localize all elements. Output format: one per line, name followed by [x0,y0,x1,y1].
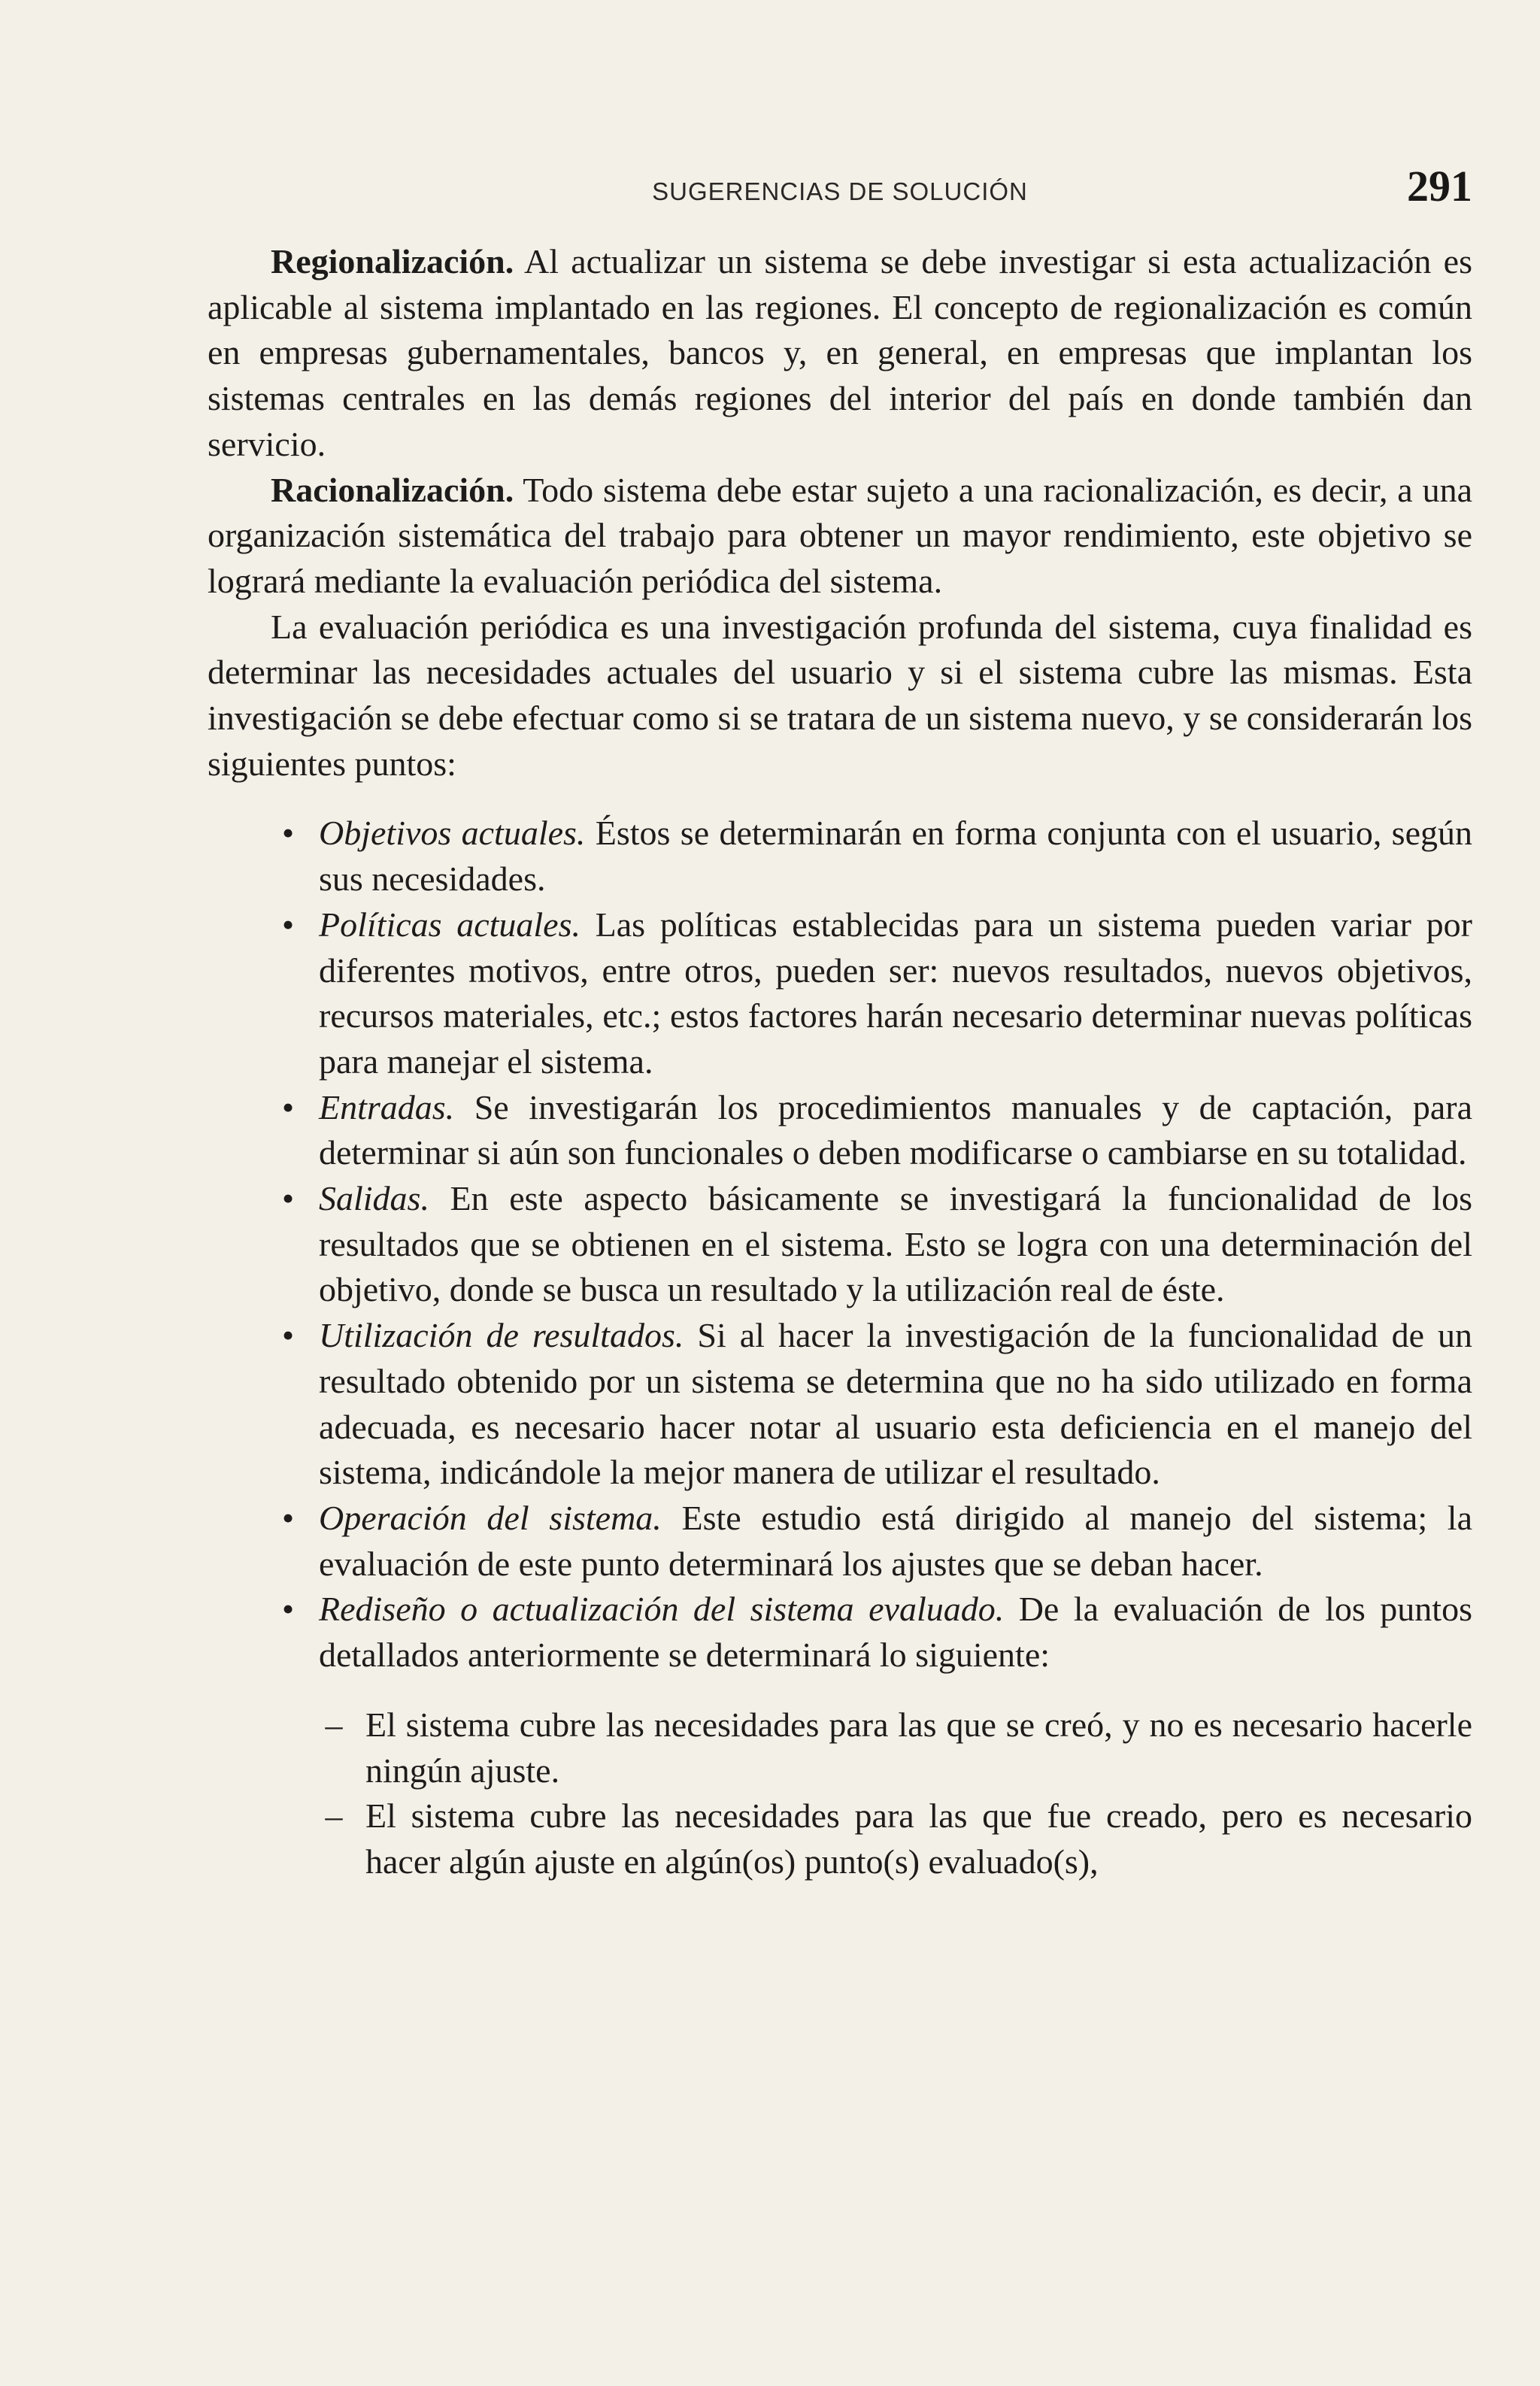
redesign-outcomes-list [319,1702,1472,1885]
bullet-icon: • [281,1179,295,1218]
item-text: Éstos se determinarán en forma conjunta con el usuario, según sus necesidades. [319,814,1473,899]
paragraph-lead: Regionalización. [271,242,514,280]
bullet-icon: • [281,905,295,944]
item-text: En este aspecto básicamente se investigará la funcionalidad de los resultados que se obtienen en el sistema. Esto se logra con una determinación del objetivo, donde se busca un resultado y la utilización real de éste. [319,1179,1472,1309]
sub-item-text: El sistema cubre las necesidades para las que fue creado, pero es necesario hacer algún ajuste en algún(os) punto(s) evaluado(s), [365,1796,1472,1881]
item-term: Utilización de resultados. [319,1316,684,1355]
list-item [208,1587,1472,1884]
item-text: Si al hacer la investigación de la funcionalidad de un resultado obtenido por un sistema se determina que no ha sido utilizado en forma adecuada, es necesario hacer notar al usuario esta deficiencia en el manejo del sistema, indicándole la mejor manera de utilizar el resultado. [319,1316,1472,1492]
paragraph-racionalizacion [208,468,1472,605]
paragraph-regionalizacion [208,239,1472,468]
sub-list-item [319,1702,1472,1793]
item-term: Rediseño o actualización del sistema evaluado. [319,1590,1005,1629]
page-number: 291 [1407,162,1472,211]
running-title: SUGERENCIAS DE SOLUCIÓN [652,177,1028,205]
book-page [208,161,1472,1885]
bullet-icon: • [281,1498,295,1537]
bullet-icon: • [281,814,295,853]
dash-icon: – [325,1705,343,1744]
item-term: Operación del sistema. [319,1498,662,1537]
dash-icon: – [325,1796,343,1836]
sub-list-item [319,1793,1472,1884]
bullet-icon: • [281,1590,295,1629]
list-item [208,902,1472,1085]
item-text: De la evaluación de los puntos detallados anteriormente se determinará lo siguiente: [319,1590,1472,1675]
list-item [208,1085,1472,1176]
evaluation-points-list [208,811,1472,1884]
paragraph-evaluacion [208,605,1472,787]
item-term: Entradas. [319,1087,455,1126]
running-header [208,161,1472,214]
sub-item-text: El sistema cubre las necesidades para las que se creó, y no es necesario hacerle ningún ajuste. [365,1705,1472,1790]
bullet-icon: • [281,1316,295,1355]
item-text: Las políticas establecidas para un sistema pueden variar por diferentes motivos, entre otros, pueden ser: nuevos resultados, nuevos objetivos, recursos materiales, etc.; estos factores harán necesario determinar nuevas políticas para manejar el sistema. [319,905,1472,1081]
item-term: Salidas. [319,1179,429,1218]
paragraph-text: Todo sistema debe estar sujeto a una racionalización, es decir, a una organización sistemática del trabajo para obtener un mayor rendimiento, este objetivo se logrará mediante la evaluación periódica del sistema. [208,470,1472,600]
item-term: Políticas actuales. [319,905,581,944]
item-term: Objetivos actuales. [319,814,586,853]
paragraph-text: La evaluación periódica es una investigación profunda del sistema, cuya finalidad es determinar las necesidades actuales del usuario y si el sistema cubre las mismas. Esta investigación se debe efectuar como si se tratara de un sistema nuevo, y se considerarán los siguientes puntos: [208,607,1472,783]
body-text [208,239,1472,1885]
bullet-icon: • [281,1087,295,1126]
list-item [208,1176,1472,1313]
item-text: Este estudio está dirigido al manejo del sistema; la evaluación de este punto determinará los ajustes que se deban hacer. [319,1498,1472,1583]
paragraph-text: Al actualizar un sistema se debe investigar si esta actualización es aplicable al sistema implantado en las regiones. El concepto de regionalización es común en empresas gubernamentales, bancos y, en general, en empresas que implantan los sistemas centrales en las demás regiones del interior del país en donde también dan servicio. [208,242,1472,463]
item-text: Se investigarán los procedimientos manuales y de captación, para determinar si aún son funcionales o deben modificarse o cambiarse en su totalidad. [319,1087,1472,1172]
list-item [208,1313,1472,1496]
list-item [208,1496,1472,1587]
paragraph-lead: Racionalización. [271,470,514,509]
list-item [208,811,1472,902]
